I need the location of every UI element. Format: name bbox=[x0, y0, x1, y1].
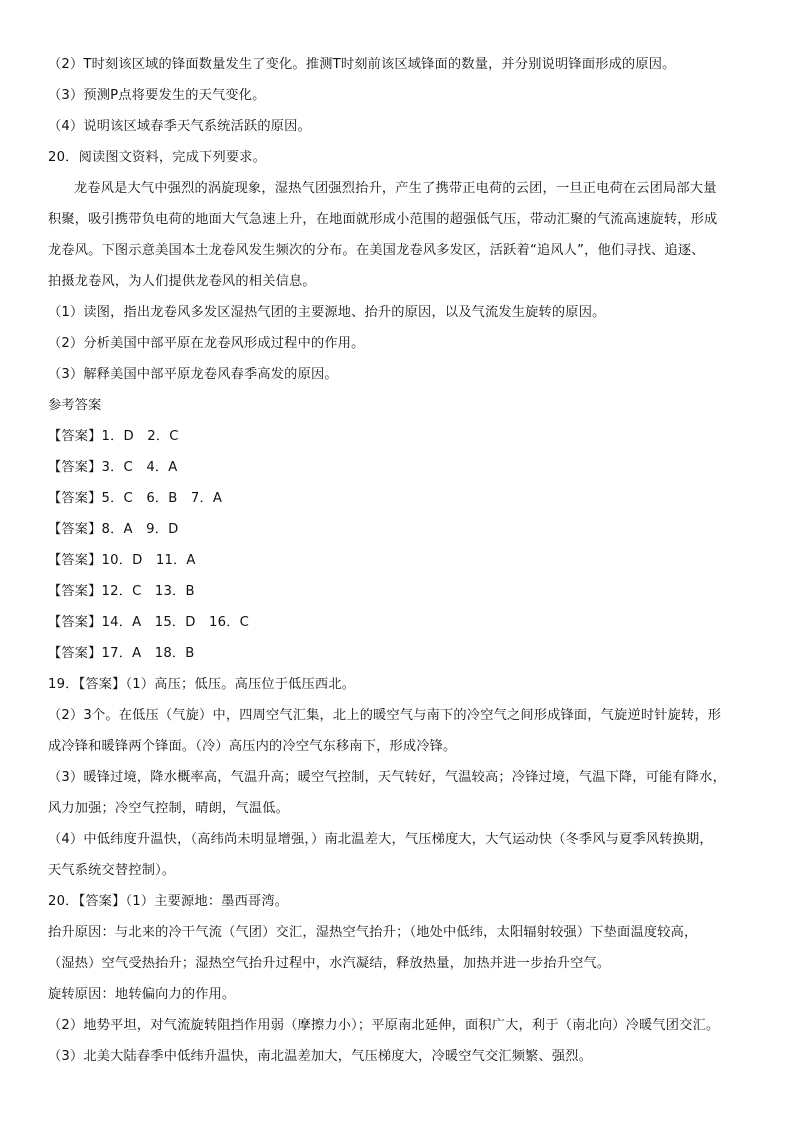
answer-20-line: 抬升原因：与北来的冷干气流（气团）交汇，湿热空气抬升；（地处中低纬，太阳辐射较强）下垫面温度较高， bbox=[48, 925, 698, 940]
question-20-1: （1）读图，指出龙卷风多发区湿热气团的主要源地、抬升的原因，以及气流发生旋转的原因。 bbox=[48, 305, 606, 320]
answer-line: 【答案】1．D 2．C bbox=[48, 429, 179, 444]
question-19-4: （4）说明该区域春季天气系统活跃的原因。 bbox=[48, 119, 311, 134]
question-19-3: （3）预测P点将要发生的天气变化。 bbox=[48, 88, 266, 103]
material-line: 龙卷风是大气中强烈的涡旋现象，湿热气团强烈抬升，产生了携带正电荷的云团，一旦正电荷在云团局部大量 bbox=[74, 181, 717, 196]
answer-19-line: （3）暖锋过境，降水概率高，气温升高；暖空气控制，天气转好，气温较高；冷锋过境，气温下降，可能有降水， bbox=[48, 770, 726, 785]
answer-20-line: 20．【答案】（1）主要源地：墨西哥湾。 bbox=[48, 894, 289, 909]
answer-19-line: 成冷锋和暖锋两个锋面。（冷）高压内的冷空气东移南下，形成冷锋。 bbox=[48, 739, 457, 754]
answer-20-line: （湿热）空气受热抬升；湿热空气抬升过程中，水汽凝结，释放热量，加热并进一步抬升空气。 bbox=[48, 956, 611, 971]
answer-19-line: （2）3个。在低压（气旋）中，四周空气汇集，北上的暖空气与南下的冷空气之间形成锋面，气旋逆时针旋转，形 bbox=[48, 708, 722, 723]
answer-line: 【答案】12．C 13．B bbox=[48, 584, 195, 599]
answer-20-line: 旋转原因：地转偏向力的作用。 bbox=[48, 987, 236, 1002]
answer-line: 【答案】17．A 18．B bbox=[48, 646, 195, 661]
answer-line: 【答案】10．D 11．A bbox=[48, 553, 196, 568]
answer-19-line: 19．【答案】（1）高压；低压。高压位于低压西北。 bbox=[48, 677, 356, 692]
answer-19-line: 风力加强；冷空气控制，晴朗，气温低。 bbox=[48, 801, 289, 816]
answer-line: 【答案】3．C 4．A bbox=[48, 460, 178, 475]
answer-19-line: （4）中低纬度升温快，（高纬尚未明显增强，）南北温差大，气压梯度大，大气运动快（冬季风与夏季风转换期， bbox=[48, 832, 713, 847]
answer-19-line: 天气系统交替控制）。 bbox=[48, 863, 176, 878]
material-line: 拍摄龙卷风，为人们提供龙卷风的相关信息。 bbox=[48, 274, 316, 289]
answer-line: 【答案】14．A 15．D 16．C bbox=[48, 615, 250, 630]
reference-answer-title: 参考答案 bbox=[48, 398, 102, 413]
question-19-2: （2）T时刻该区域的锋面数量发生了变化。推测T时刻前该区域锋面的数量，并分别说明锋面形成的原因。 bbox=[48, 57, 676, 72]
answer-20-line: （3）北美大陆春季中低纬升温快，南北温差加大，气压梯度大，冷暖空气交汇频繁、强烈。 bbox=[48, 1049, 593, 1064]
answer-line: 【答案】8．A 9．D bbox=[48, 522, 179, 537]
question-20-2: （2）分析美国中部平原在龙卷风形成过程中的作用。 bbox=[48, 336, 365, 351]
material-line: 龙卷风。下图示意美国本土龙卷风发生频次的分布。在美国龙卷风多发区，活跃着“追风人”，他们寻找、追逐、 bbox=[48, 243, 705, 258]
material-line: 积聚，吸引携带负电荷的地面大气急速上升，在地面就形成小范围的超强低气压，带动汇聚的气流高速旋转，形成 bbox=[48, 212, 718, 227]
answer-line: 【答案】5．C 6．B 7．A bbox=[48, 491, 223, 506]
answer-20-line: （2）地势平坦，对气流旋转阻挡作用弱（摩擦力小）；平原南北延伸，面积广大，利于（南北向）冷暖气团交汇。 bbox=[48, 1018, 720, 1033]
question-20-heading: 20．阅读图文资料，完成下列要求。 bbox=[48, 150, 266, 165]
question-20-3: （3）解释美国中部平原龙卷风春季高发的原因。 bbox=[48, 367, 338, 382]
